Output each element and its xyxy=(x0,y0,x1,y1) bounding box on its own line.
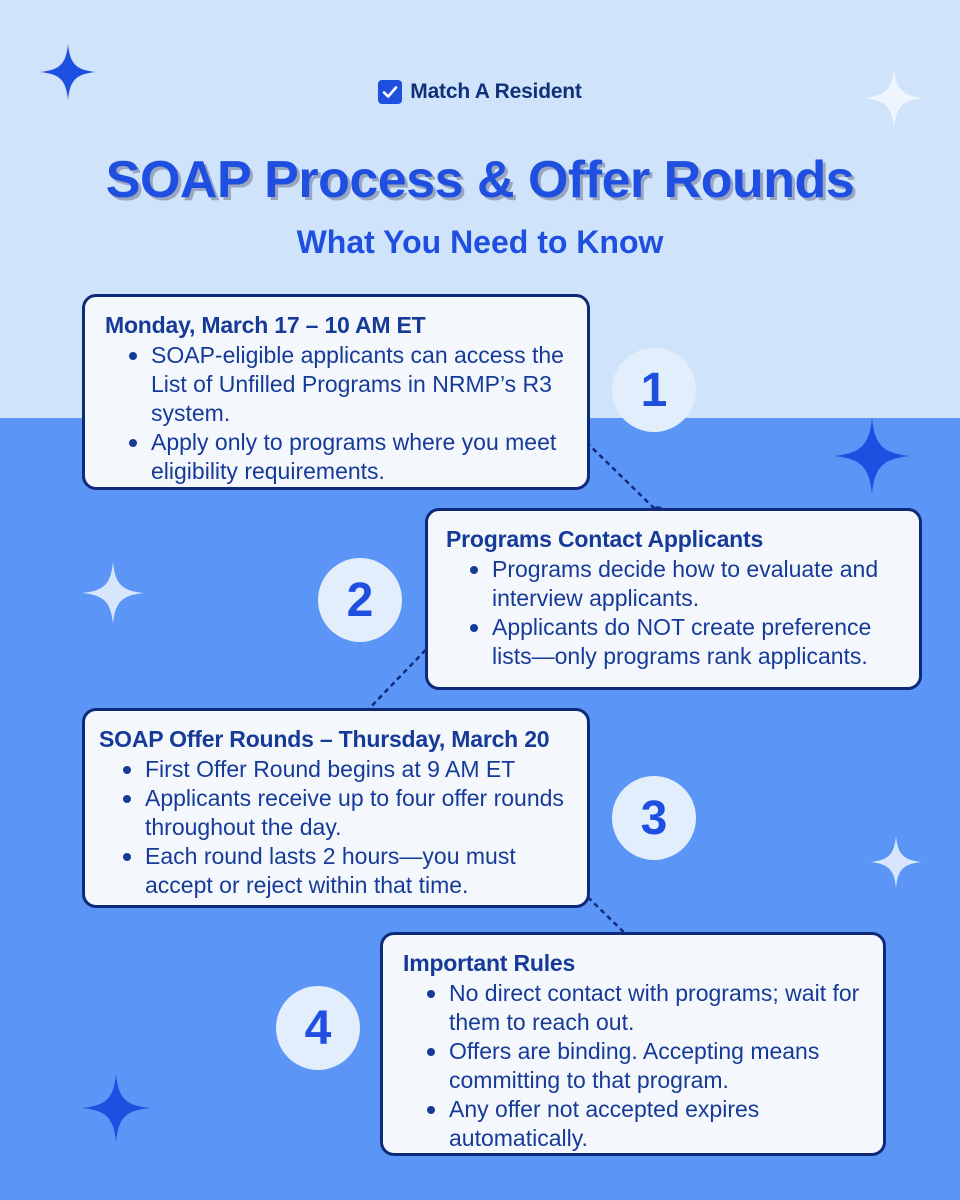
step-card-4 xyxy=(380,932,886,1156)
list-item: Applicants do NOT create preference lists—only programs rank applicants. xyxy=(466,613,901,671)
sparkle-icon xyxy=(82,562,144,624)
sparkle-icon xyxy=(870,836,922,888)
step-number-1: 1 xyxy=(612,348,696,432)
step-number-4: 4 xyxy=(276,986,360,1070)
list-item: First Offer Round begins at 9 AM ET xyxy=(119,755,569,784)
list-item: Apply only to programs where you meet eligibility requirements. xyxy=(125,428,569,486)
checkbox-icon xyxy=(378,80,402,104)
sparkle-icon xyxy=(834,418,910,494)
step-number-3: 3 xyxy=(612,776,696,860)
list-item: SOAP-eligible applicants can access the List of Unfilled Programs in NRMP’s R3 system. xyxy=(125,341,569,428)
step-bullets xyxy=(105,341,569,486)
step-card-3 xyxy=(82,708,590,908)
step-heading: Monday, March 17 – 10 AM ET xyxy=(105,312,426,338)
page-title: SOAP Process & Offer Rounds xyxy=(105,151,855,209)
list-item: Applicants receive up to four offer rounds throughout the day. xyxy=(119,784,569,842)
list-item: Offers are binding. Accepting means committing to that program. xyxy=(423,1037,865,1095)
step-bullets xyxy=(446,555,901,671)
list-item: Each round lasts 2 hours—you must accept or reject within that time. xyxy=(119,842,569,900)
list-item: No direct contact with programs; wait for them to reach out. xyxy=(423,979,865,1037)
step-card-1 xyxy=(82,294,590,490)
step-bullets xyxy=(99,755,569,900)
brand-name: Match A Resident xyxy=(410,80,582,103)
step-heading: SOAP Offer Rounds – Thursday, March 20 xyxy=(99,726,550,752)
step-heading: Important Rules xyxy=(403,950,576,976)
step-number-2: 2 xyxy=(318,558,402,642)
list-item: Programs decide how to evaluate and interview applicants. xyxy=(466,555,901,613)
step-heading: Programs Contact Applicants xyxy=(446,526,764,552)
step-bullets xyxy=(403,979,865,1153)
brand-logo xyxy=(0,80,960,104)
list-item: Any offer not accepted expires automatically. xyxy=(423,1095,865,1153)
sparkle-icon xyxy=(82,1074,150,1142)
step-card-2 xyxy=(425,508,922,690)
page-subtitle: What You Need to Know xyxy=(296,224,664,260)
